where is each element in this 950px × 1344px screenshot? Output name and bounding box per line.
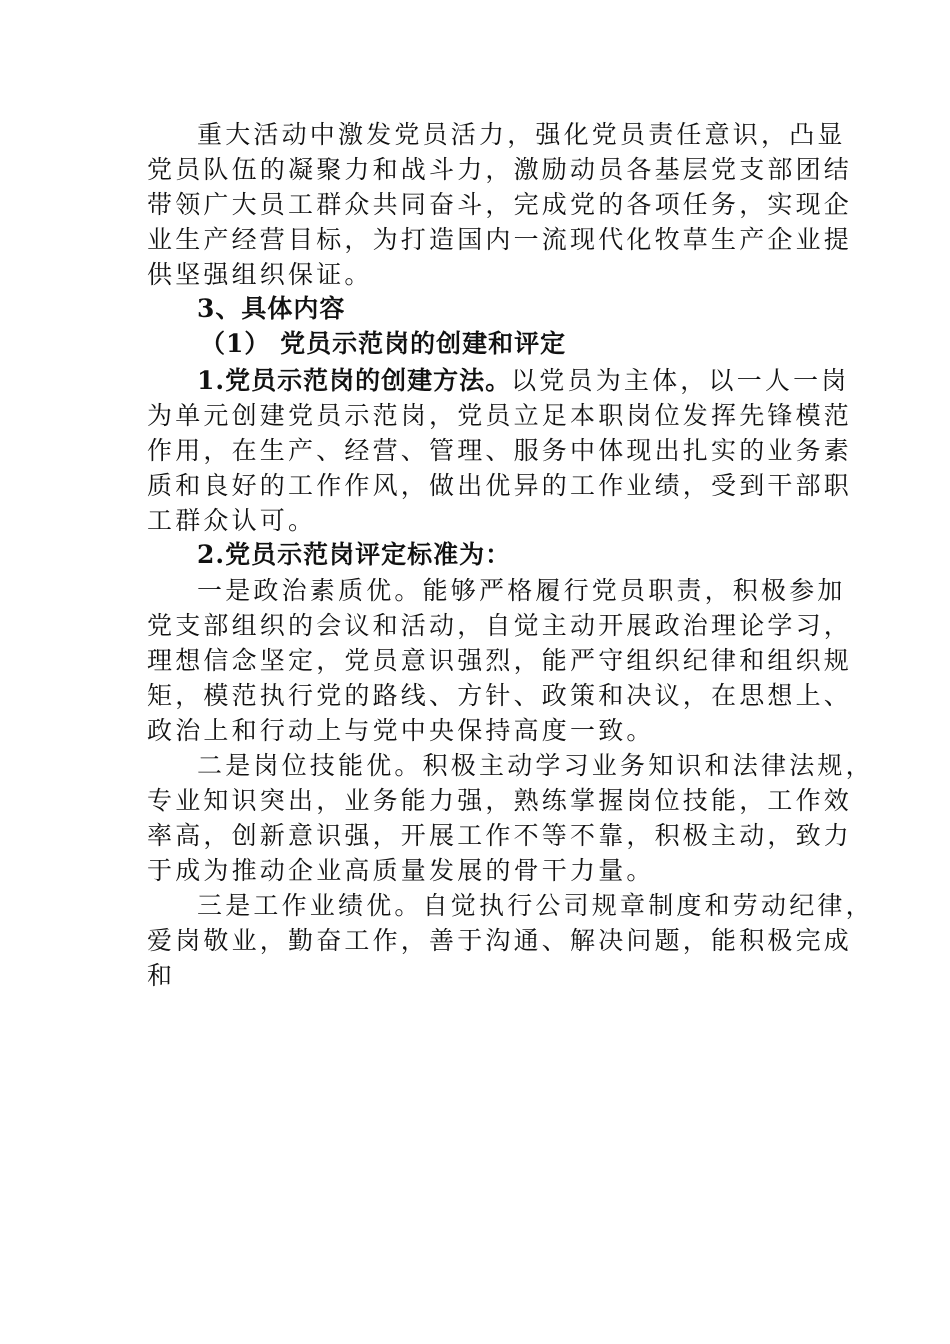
paragraph-line: 工群众认可。 [147,506,317,535]
paragraph-line: 业生产经营目标，为打造国内一流现代化牧草生产企业提 [147,225,853,254]
paragraph-line: 党支部组织的会议和活动，自觉主动开展政治理论学习， [147,611,853,640]
paragraph-line: 党员队伍的凝聚力和战斗力，激励动员各基层党支部团结 [147,155,853,184]
paragraph-line [197,364,850,398]
paragraph-line: 重大活动中激发党员活力，强化党员责任意识，凸显 [197,120,846,149]
paragraph-line: 理想信念坚定，党员意识强烈，能严守组织纪律和组织规 [147,646,853,675]
paragraph-line: 和 [147,961,176,990]
standard-title: 2.党员示范岗评定标准为： [197,540,512,569]
section-heading: 3、具体内容 [197,294,346,323]
paragraph-line: 三是工作业绩优。自觉执行公司规章制度和劳动纪律， [197,891,874,920]
paragraph-line: 质和良好的工作作风，做出优异的工作业绩，受到干部职 [147,471,853,500]
paragraph-line: 爱岗敬业，勤奋工作，善于沟通、解决问题，能积极完成 [147,926,853,955]
paragraph-line: 率高，创新意识强，开展工作不等不靠，积极主动，致力 [147,821,853,850]
paragraph-line: 为单元创建党员示范岗，党员立足本职岗位发挥先锋模范 [147,401,853,430]
paragraph-line: 带领广大员工群众共同奋斗，完成党的各项任务，实现企 [147,190,853,219]
paragraph-line: 供坚强组织保证。 [147,260,373,289]
paragraph-line: 政治上和行动上与党中央保持高度一致。 [147,716,655,745]
subsection-heading: （1） 党员示范岗的创建和评定 [200,329,567,358]
paragraph-line: 专业知识突出，业务能力强，熟练掌握岗位技能，工作效 [147,786,853,815]
paragraph-line: 作用，在生产、经营、管理、服务中体现出扎实的业务素 [147,436,853,465]
paragraph-line: 二是岗位技能优。积极主动学习业务知识和法律法规， [197,751,874,780]
paragraph-line: 一是政治素质优。能够严格履行党员职责，积极参加 [197,576,846,605]
paragraph-line: 矩，模范执行党的路线、方针、政策和决议，在思想上、 [147,681,853,710]
paragraph-line: 于成为推动企业高质量发展的骨干力量。 [147,856,655,885]
method-title: 1.党员示范岗的创建方法。 [197,366,512,395]
method-text: 以党员为主体，以一人一岗 [511,366,850,395]
